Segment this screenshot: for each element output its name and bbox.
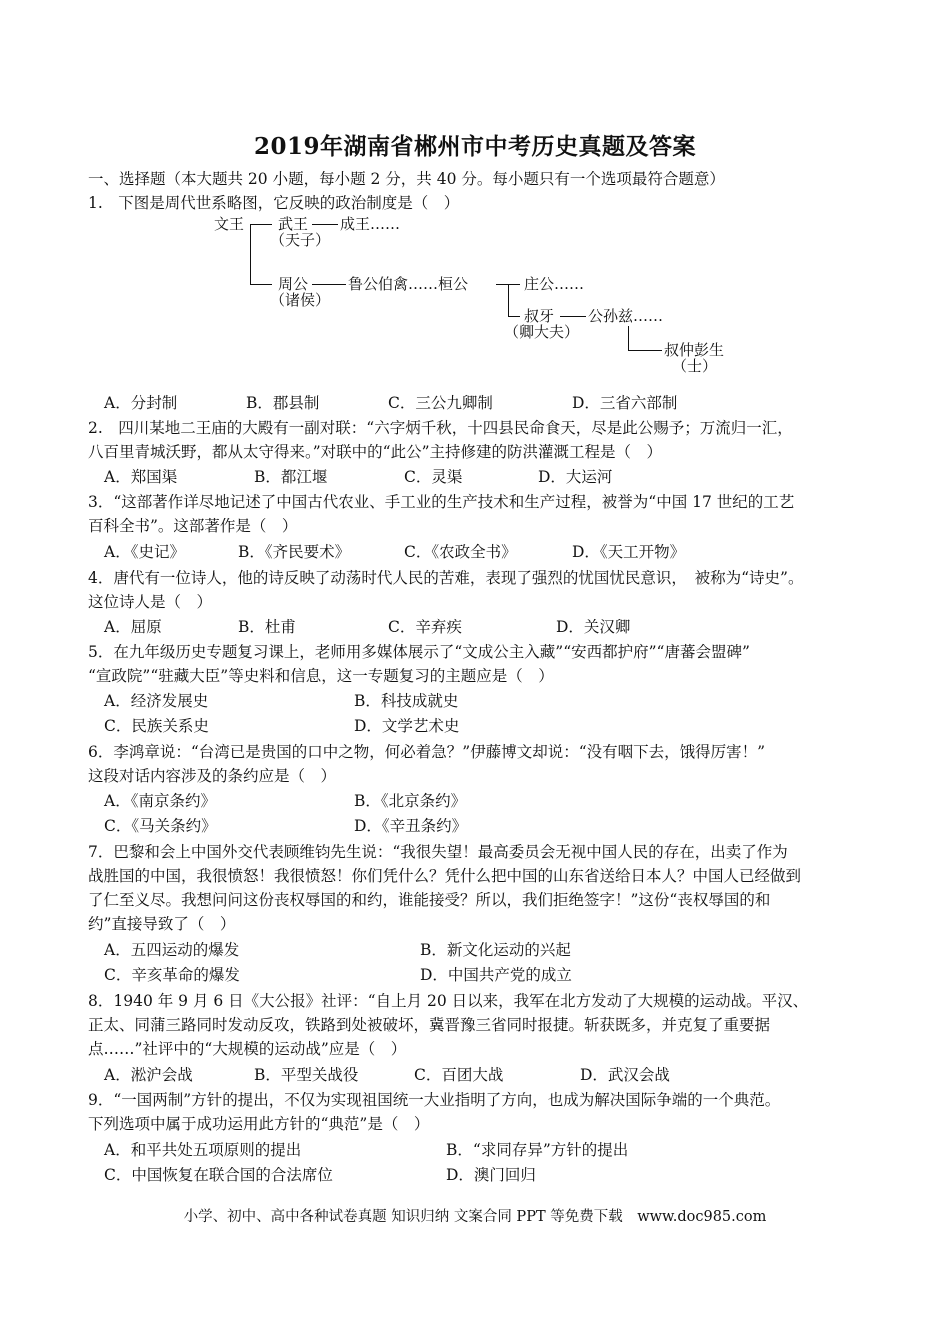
q3-option-a: A．《史记》 <box>104 543 185 561</box>
q6-option-a: A．《南京条约》 <box>104 792 216 810</box>
connector <box>312 284 346 285</box>
q3-option-d: D．《天工开物》 <box>572 543 686 561</box>
q5-option-d: D．文学艺术史 <box>354 717 460 735</box>
node-wuwang: 武王 <box>278 215 309 233</box>
page-footer: 小学、初中、高中各种试卷真题 知识归纳 文案合同 PPT 等免费下载 www.doc985.com <box>183 1209 767 1225</box>
q4-option-b: B．杜甫 <box>238 618 296 636</box>
page-title: 2019年湖南省郴州市中考历史真题及答案 <box>253 133 696 160</box>
q7-option-d: D．中国共产党的成立 <box>420 966 572 984</box>
q6-option-d: D．《辛丑条约》 <box>354 817 468 835</box>
question-7-text: 战胜国的中国，我很愤怒！我很愤怒！你们凭什么？凭什么把中国的山东省送给日本人？中国人已经做到 <box>88 867 802 885</box>
question-2-text: 八百里青城沃野，都从太守得来。”对联中的“此公”主持修建的防洪灌溉工程是（ ） <box>88 443 663 461</box>
question-1-text: 1. 下图是周代世系略图，它反映的政治制度是（ ） <box>88 194 460 212</box>
node-zhougong: 周公 <box>278 275 309 293</box>
question-9-text: 9．“一国两制”方针的提出，不仅为实现祖国统一大业指明了方向，也成为解决国际争端的一个典范。 <box>88 1091 781 1109</box>
node-wenwang: 文王 <box>214 215 245 233</box>
node-shuya: 叔牙 <box>524 307 555 325</box>
connector <box>628 350 662 351</box>
q9-option-b: B．“求同存异”方针的提出 <box>446 1141 629 1159</box>
node-chengwang: 成王…… <box>340 215 401 233</box>
question-3-text: 3．“这部著作详尽地记述了中国古代农业、手工业的生产技术和生产过程，被誉为“中国 17 世纪的工艺 <box>88 493 795 511</box>
question-5-text: “宣政院”“驻藏大臣”等史料和信息，这一专题复习的主题应是（ ） <box>88 667 554 685</box>
node-luboqin: 鲁公伯禽……桓公 <box>348 275 469 293</box>
q3-option-b: B．《齐民要术》 <box>238 543 351 561</box>
q1-option-c: C．三公九卿制 <box>388 394 493 412</box>
q1-option-a: A．分封制 <box>104 394 178 412</box>
label-qingdafu: （卿大夫） <box>504 323 580 341</box>
question-8-text: 正太、同蒲三路同时发动反攻，铁路到处被破坏，冀晋豫三省同时报捷。斩获既多，并克复了重要据 <box>88 1016 771 1034</box>
q7-option-c: C．辛亥革命的爆发 <box>104 966 240 984</box>
q3-option-c: C．《农政全书》 <box>404 543 517 561</box>
question-7-text: 约”直接导致了（ ） <box>88 915 236 933</box>
question-7-text: 了仁至义尽。我想问问这份丧权辱国的和约，谁能接受？所以，我们拒绝签字！”这份“丧权辱国的和 <box>88 891 771 909</box>
question-6-text: 这段对话内容涉及的条约应是（ ） <box>88 767 337 785</box>
q6-option-c: C．《马关条约》 <box>104 817 217 835</box>
q5-option-c: C．民族关系史 <box>104 717 209 735</box>
q9-option-c: C．中国恢复在联合国的合法席位 <box>104 1166 333 1184</box>
connector <box>508 284 509 316</box>
question-5-text: 5．在九年级历史专题复习课上，老师用多媒体展示了“文成公主入藏”“安西都护府”“唐蕃会盟碑” <box>88 643 750 661</box>
section-heading: 一、选择题（本大题共 20 小题，每小题 2 分，共 40 分。每小题只有一个选项最符合题意） <box>88 170 725 188</box>
connector <box>628 326 629 350</box>
node-gongsunzi: 公孙兹…… <box>588 307 664 325</box>
q2-option-a: A．郑国渠 <box>104 468 178 486</box>
connector <box>312 224 338 225</box>
connector <box>250 224 272 225</box>
q5-option-a: A．经济发展史 <box>104 692 209 710</box>
q4-option-a: A．屈原 <box>104 618 162 636</box>
question-4-text: 这位诗人是（ ） <box>88 593 213 611</box>
q8-option-b: B．平型关战役 <box>254 1066 359 1084</box>
question-8-text: 8．1940 年 9 月 6 日《大公报》社评：“自上月 20 日以来，我军在北方发动了大规模的运动战。平汉、 <box>88 992 809 1010</box>
question-2-text: 2. 四川某地二王庙的大殿有一副对联：“六字炳千秋，十四县民命食天，尽是此公赐予；万流归一汇， <box>88 419 793 437</box>
node-zhuanggong: 庄公…… <box>524 275 585 293</box>
q8-option-c: C．百团大战 <box>414 1066 504 1084</box>
q5-option-b: B．科技成就史 <box>354 692 459 710</box>
question-8-text: 点……”社评中的“大规模的运动战”应是（ ） <box>88 1040 407 1058</box>
connector <box>250 224 251 284</box>
q2-option-b: B．都江堰 <box>254 468 328 486</box>
question-4-text: 4．唐代有一位诗人，他的诗反映了动荡时代人民的苦难，表现了强烈的忧国忧民意识， 被称为“诗史”。 <box>88 569 804 587</box>
question-3-text: 百科全书”。这部著作是（ ） <box>88 517 298 535</box>
question-9-text: 下列选项中属于成功运用此方针的“典范”是（ ） <box>88 1115 430 1133</box>
label-shi: （士） <box>672 357 718 375</box>
connector <box>508 316 520 317</box>
label-zhuhou: （诸侯） <box>270 291 331 309</box>
q2-option-d: D．大运河 <box>538 468 613 486</box>
q1-option-d: D．三省六部制 <box>572 394 678 412</box>
question-6-text: 6．李鸿章说：“台湾已是贵国的口中之物，何必着急？”伊藤博文却说：“没有咽下去，饿得厉害！” <box>88 743 766 761</box>
label-tianzi: （天子） <box>270 231 331 249</box>
connector <box>560 316 586 317</box>
q4-option-c: C．辛弃疾 <box>388 618 462 636</box>
q8-option-a: A．淞沪会战 <box>104 1066 193 1084</box>
question-7-text: 7．巴黎和会上中国外交代表顾维钧先生说：“我很失望！最高委员会无视中国人民的存在，出卖了作为 <box>88 843 788 861</box>
q4-option-d: D．关汉卿 <box>556 618 631 636</box>
q9-option-a: A．和平共处五项原则的提出 <box>104 1141 302 1159</box>
q9-option-d: D．澳门回归 <box>446 1166 536 1184</box>
q6-option-b: B．《北京条约》 <box>354 792 467 810</box>
q7-option-a: A．五四运动的爆发 <box>104 941 240 959</box>
q8-option-d: D．武汉会战 <box>580 1066 670 1084</box>
q1-option-b: B．郡县制 <box>246 394 320 412</box>
q7-option-b: B．新文化运动的兴起 <box>420 941 571 959</box>
q2-option-c: C．灵渠 <box>404 468 463 486</box>
node-shuzhong: 叔仲彭生 <box>664 341 725 359</box>
connector <box>250 284 272 285</box>
